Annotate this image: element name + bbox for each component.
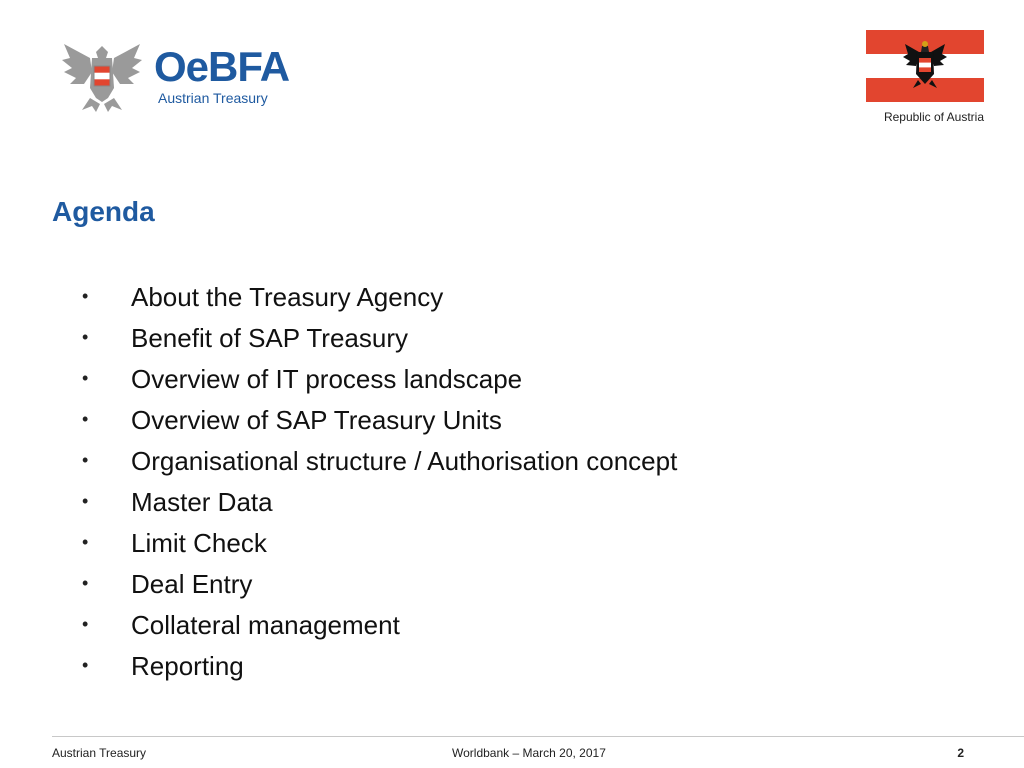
list-item [72, 276, 677, 317]
footer-divider [52, 736, 1024, 737]
brand-subtitle: Austrian Treasury [158, 90, 268, 106]
page-title: Agenda [52, 196, 155, 227]
agenda-item-text: Benefit of SAP Treasury [131, 322, 408, 353]
republic-label: Republic of Austria [883, 110, 984, 124]
list-item [72, 358, 677, 399]
bullet: • [82, 409, 89, 429]
bullet: • [82, 450, 89, 470]
agenda-item-text: Overview of IT process landscape [131, 363, 523, 394]
austrian-flag-with-eagle-icon [866, 30, 984, 102]
brand-name: OeBFA [154, 43, 290, 90]
list-item [72, 317, 677, 358]
list-item [72, 399, 677, 440]
list-item [72, 522, 677, 563]
agenda-item-text: Organisational structure / Authorisation concept [131, 445, 678, 476]
agenda-item-text: Reporting [131, 650, 244, 681]
austrian-eagle-logo-icon [60, 38, 144, 114]
list-item [72, 604, 677, 645]
bullet: • [82, 286, 89, 306]
agenda-item-text: Collateral management [131, 609, 400, 640]
bullet: • [82, 491, 89, 511]
bullet: • [82, 573, 89, 593]
agenda-item-text: Master Data [131, 486, 273, 517]
list-item [72, 481, 677, 522]
agenda-item-text: Overview of SAP Treasury Units [131, 404, 502, 435]
agenda-item-text: About the Treasury Agency [131, 281, 444, 312]
oebfa-logo [60, 38, 300, 116]
agenda-list [72, 276, 677, 686]
agenda-item-text: Deal Entry [131, 568, 253, 599]
list-item [72, 645, 677, 686]
footer-organisation: Austrian Treasury [52, 746, 147, 760]
list-item [72, 440, 677, 481]
page-number: 2 [957, 746, 964, 760]
bullet: • [82, 368, 89, 388]
bullet: • [82, 532, 89, 552]
bullet: • [82, 614, 89, 634]
bullet: • [82, 327, 89, 347]
footer-event-date: Worldbank – March 20, 2017 [452, 746, 606, 760]
list-item [72, 563, 677, 604]
bullet: • [82, 655, 89, 675]
agenda-item-text: Limit Check [131, 527, 267, 558]
